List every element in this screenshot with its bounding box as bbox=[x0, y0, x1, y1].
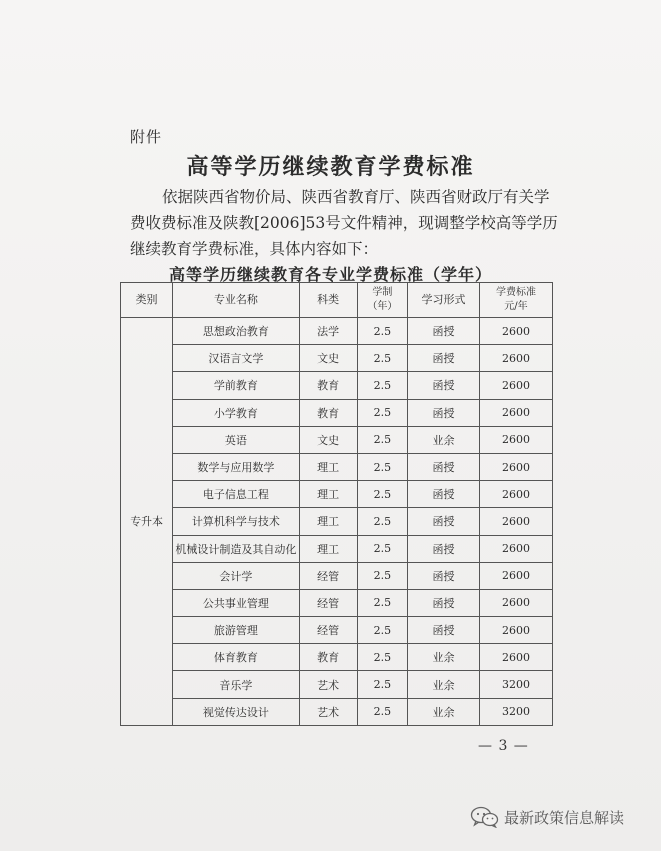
mode-cell: 业余 bbox=[408, 426, 480, 453]
major-cell: 音乐学 bbox=[173, 671, 300, 698]
subject-cell: 理工 bbox=[299, 508, 357, 535]
major-cell: 学前教育 bbox=[173, 372, 300, 399]
major-cell: 会计学 bbox=[173, 562, 300, 589]
subject-cell: 经管 bbox=[299, 617, 357, 644]
table-row bbox=[121, 426, 553, 453]
header-subject: 科类 bbox=[299, 283, 357, 318]
major-cell: 数学与应用数学 bbox=[173, 453, 300, 480]
fee-cell: 2600 bbox=[479, 481, 552, 508]
subject-cell: 理工 bbox=[299, 481, 357, 508]
table-row bbox=[121, 589, 553, 616]
major-cell: 英语 bbox=[173, 426, 300, 453]
subject-cell: 教育 bbox=[299, 399, 357, 426]
wechat-icon bbox=[470, 806, 500, 828]
intro-line-1: 依据陕西省物价局、陕西省教育厅、陕西省财政厅有关学 bbox=[162, 188, 550, 206]
table-header-row bbox=[121, 283, 553, 318]
years-cell: 2.5 bbox=[357, 562, 408, 589]
mode-cell: 函授 bbox=[408, 345, 480, 372]
subject-cell: 经管 bbox=[299, 589, 357, 616]
major-cell: 计算机科学与技术 bbox=[173, 508, 300, 535]
mode-cell: 函授 bbox=[408, 589, 480, 616]
subject-cell: 艺术 bbox=[299, 671, 357, 698]
major-cell: 电子信息工程 bbox=[173, 481, 300, 508]
header-fee bbox=[479, 283, 552, 318]
fee-cell: 3200 bbox=[479, 698, 552, 725]
years-cell: 2.5 bbox=[357, 617, 408, 644]
major-cell: 思想政治教育 bbox=[173, 318, 300, 345]
watermark-text: 最新政策信息解读 bbox=[504, 808, 625, 827]
years-cell: 2.5 bbox=[357, 671, 408, 698]
table-title: 高等学历继续教育各专业学费标准（学年） bbox=[168, 265, 492, 284]
mode-cell: 函授 bbox=[408, 318, 480, 345]
subject-cell: 法学 bbox=[299, 318, 357, 345]
mode-cell: 业余 bbox=[408, 698, 480, 725]
major-cell: 视觉传达设计 bbox=[173, 698, 300, 725]
subject-cell: 艺术 bbox=[299, 698, 357, 725]
fee-cell: 3200 bbox=[479, 671, 552, 698]
subject-cell: 文史 bbox=[299, 426, 357, 453]
fee-cell: 2600 bbox=[479, 399, 552, 426]
header-years bbox=[357, 283, 408, 318]
header-years-line1: 学制 bbox=[372, 287, 393, 298]
years-cell: 2.5 bbox=[357, 589, 408, 616]
header-category: 类别 bbox=[121, 283, 173, 318]
major-cell: 体育教育 bbox=[173, 644, 300, 671]
mode-cell: 函授 bbox=[408, 617, 480, 644]
header-mode: 学习形式 bbox=[408, 283, 480, 318]
table-row bbox=[121, 508, 553, 535]
subject-cell: 教育 bbox=[299, 644, 357, 671]
header-major: 专业名称 bbox=[173, 283, 300, 318]
years-cell: 2.5 bbox=[357, 535, 408, 562]
fee-cell: 2600 bbox=[479, 318, 552, 345]
fee-cell: 2600 bbox=[479, 589, 552, 616]
mode-cell: 业余 bbox=[408, 671, 480, 698]
mode-cell: 函授 bbox=[408, 508, 480, 535]
mode-cell: 函授 bbox=[408, 535, 480, 562]
subject-cell: 文史 bbox=[299, 345, 357, 372]
table-row bbox=[121, 698, 553, 725]
years-cell: 2.5 bbox=[357, 372, 408, 399]
source-watermark bbox=[470, 806, 624, 828]
table-row bbox=[121, 372, 553, 399]
attachment-label: 附件 bbox=[130, 128, 163, 146]
major-cell: 小学教育 bbox=[173, 399, 300, 426]
table-row bbox=[121, 399, 553, 426]
category-cell: 专升本 bbox=[121, 318, 173, 726]
table-row bbox=[121, 453, 553, 480]
mode-cell: 函授 bbox=[408, 399, 480, 426]
fee-cell: 2600 bbox=[479, 644, 552, 671]
fee-table bbox=[120, 282, 553, 726]
table-row bbox=[121, 671, 553, 698]
years-cell: 2.5 bbox=[357, 399, 408, 426]
mode-cell: 函授 bbox=[408, 453, 480, 480]
page-number: — 3 — bbox=[478, 738, 529, 754]
mode-cell: 函授 bbox=[408, 562, 480, 589]
major-cell: 旅游管理 bbox=[173, 617, 300, 644]
years-cell: 2.5 bbox=[357, 698, 408, 725]
years-cell: 2.5 bbox=[357, 318, 408, 345]
intro-line-3: 继续教育学费标准，具体内容如下： bbox=[130, 240, 379, 258]
intro-paragraph bbox=[130, 184, 558, 262]
major-cell: 汉语言文学 bbox=[173, 345, 300, 372]
fee-cell: 2600 bbox=[479, 508, 552, 535]
fee-cell: 2600 bbox=[479, 453, 552, 480]
fee-cell: 2600 bbox=[479, 345, 552, 372]
table-row bbox=[121, 318, 553, 345]
fee-cell: 2600 bbox=[479, 562, 552, 589]
fee-cell: 2600 bbox=[479, 426, 552, 453]
years-cell: 2.5 bbox=[357, 453, 408, 480]
header-fee-line1: 学费标准 bbox=[495, 287, 536, 298]
subject-cell: 经管 bbox=[299, 562, 357, 589]
years-cell: 2.5 bbox=[357, 426, 408, 453]
mode-cell: 业余 bbox=[408, 644, 480, 671]
years-cell: 2.5 bbox=[357, 481, 408, 508]
fee-cell: 2600 bbox=[479, 617, 552, 644]
years-cell: 2.5 bbox=[357, 644, 408, 671]
major-cell: 机械设计制造及其自动化 bbox=[173, 535, 300, 562]
header-years-line2: （年） bbox=[367, 301, 398, 312]
subject-cell: 教育 bbox=[299, 372, 357, 399]
subject-cell: 理工 bbox=[299, 453, 357, 480]
table-row bbox=[121, 481, 553, 508]
document-title: 高等学历继续教育学费标准 bbox=[186, 154, 475, 180]
table-row bbox=[121, 617, 553, 644]
header-fee-line2: 元/年 bbox=[504, 301, 528, 312]
fee-cell: 2600 bbox=[479, 535, 552, 562]
table-row bbox=[121, 535, 553, 562]
years-cell: 2.5 bbox=[357, 345, 408, 372]
mode-cell: 函授 bbox=[408, 372, 480, 399]
subject-cell: 理工 bbox=[299, 535, 357, 562]
years-cell: 2.5 bbox=[357, 508, 408, 535]
table-row bbox=[121, 644, 553, 671]
table-row bbox=[121, 562, 553, 589]
table-row bbox=[121, 345, 553, 372]
major-cell: 公共事业管理 bbox=[173, 589, 300, 616]
mode-cell: 函授 bbox=[408, 481, 480, 508]
intro-line-2: 费收费标准及陕教[2006]53号文件精神，现调整学校高等学历 bbox=[130, 214, 558, 232]
fee-cell: 2600 bbox=[479, 372, 552, 399]
